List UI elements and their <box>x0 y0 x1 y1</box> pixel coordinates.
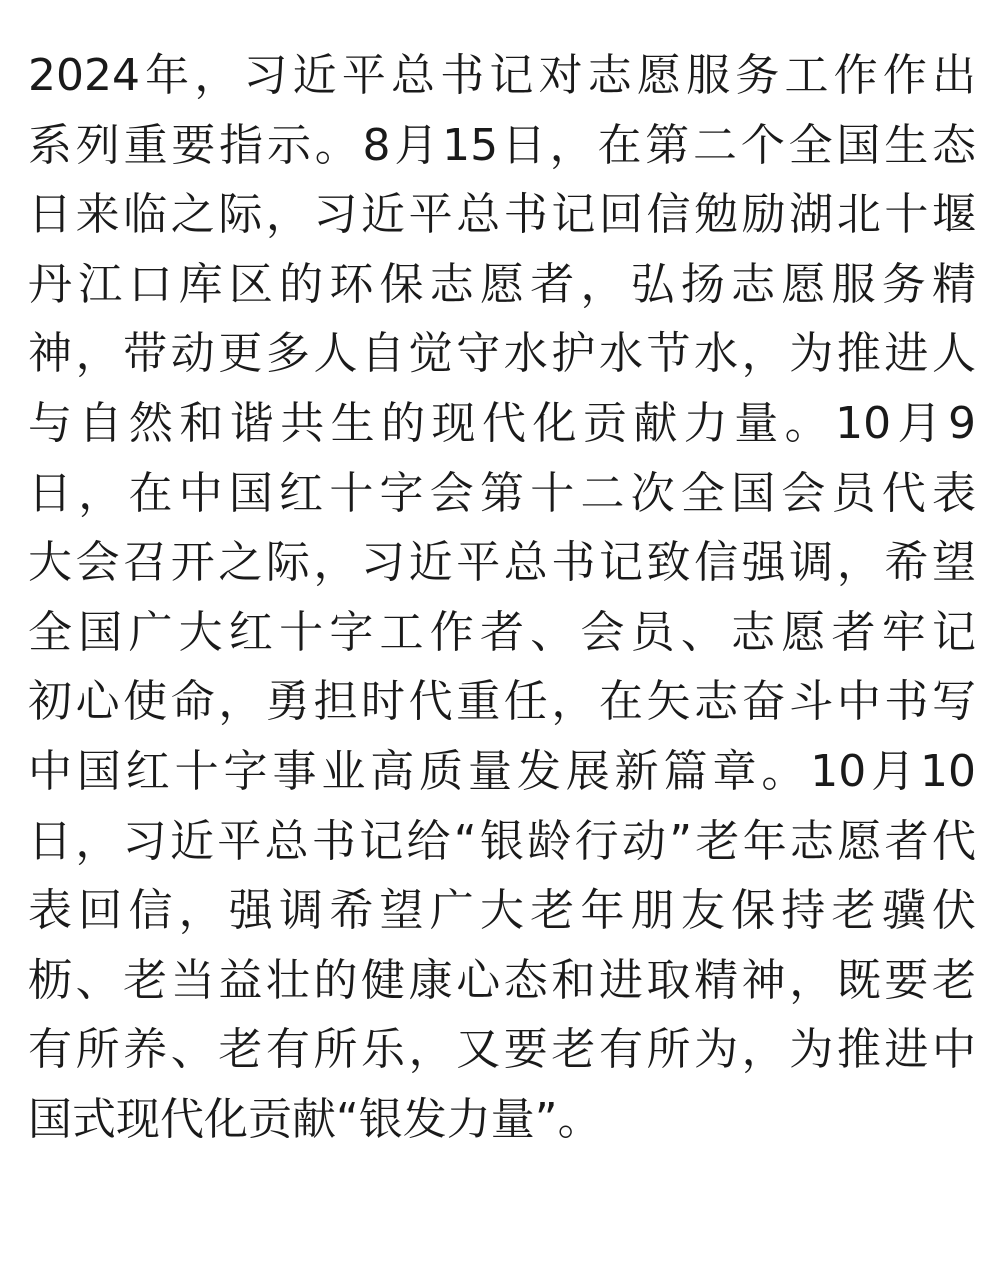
text-line: 丹江口库区的环保志愿者，弘扬志愿服务精 <box>28 258 976 310</box>
text-line: 有所养、老有所乐，又要老有所为，为推进中 <box>28 1024 976 1076</box>
text-line: 初心使命，勇担时代重任，在矢志奋斗中书写 <box>28 676 976 728</box>
text-line: 表回信，强调希望广大老年朋友保持老骥伏 <box>28 885 976 937</box>
text-line: 中国红十字事业高质量发展新篇章。10月10 <box>28 745 976 797</box>
text-line: 系列重要指示。8月15日，在第二个全国生态 <box>28 119 976 171</box>
text-line: 2024年，习近平总书记对志愿服务工作作出 <box>28 50 976 101</box>
text-line: 神，带动更多人自觉守水护水节水，为推进人 <box>28 328 976 380</box>
text-line: 枥、老当益壮的健康心态和进取精神，既要老 <box>28 954 976 1006</box>
text-line: 大会召开之际，习近平总书记致信强调，希望 <box>28 537 976 589</box>
text-line: 国式现代化贡献“银发力量”。 <box>28 1093 602 1145</box>
article-body <box>28 41 976 1155</box>
text-line: 日来临之际，习近平总书记回信勉励湖北十堰 <box>28 189 976 241</box>
text-line: 全国广大红十字工作者、会员、志愿者牢记 <box>28 606 976 658</box>
text-line: 与自然和谐共生的现代化贡献力量。10月9 <box>28 397 976 449</box>
text-line: 日，在中国红十字会第十二次全国会员代表 <box>28 467 976 519</box>
text-line: 日，习近平总书记给“银龄行动”老年志愿者代 <box>28 815 976 867</box>
